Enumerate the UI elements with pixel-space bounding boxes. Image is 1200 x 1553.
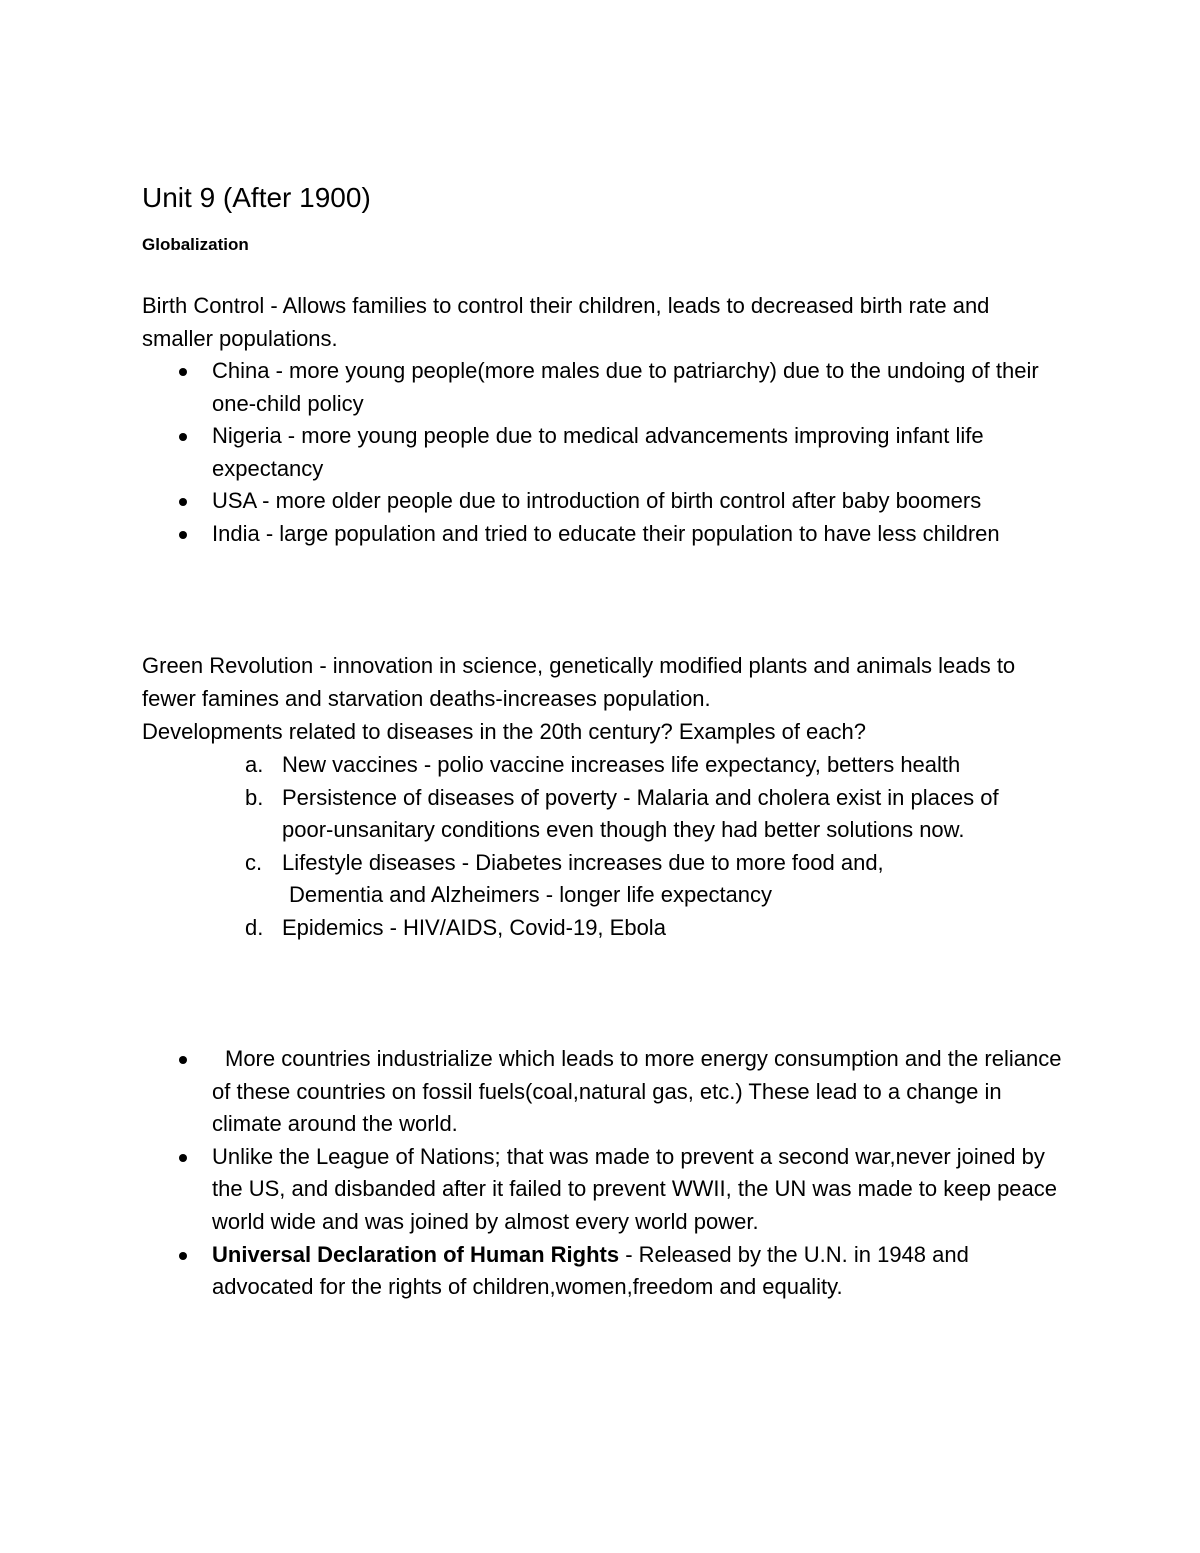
green-revolution-paragraph: Green Revolution - innovation in science, genetically modified plants and animals leads to fewer famines and starvation deaths-increases population. xyxy=(142,653,1016,711)
list-marker: d. xyxy=(245,914,264,940)
list-item-text: USA - more older people due to introduction of birth control after baby boomers xyxy=(212,488,982,514)
list-marker: c. xyxy=(245,849,263,875)
udhr-term: Universal Declaration of Human Rights xyxy=(212,1241,620,1267)
final-bullet-list xyxy=(212,1043,1062,1304)
list-item-text: China - more young people(more males due to patriarchy) due to the undoing of their one-child policy xyxy=(212,358,1039,416)
list-item xyxy=(245,749,1042,782)
birth-control-list xyxy=(212,355,1062,551)
list-item xyxy=(212,1043,1062,1141)
list-item xyxy=(245,782,1042,847)
list-marker: b. xyxy=(245,784,264,810)
list-item-text: Dementia and Alzheimers - longer life expectancy xyxy=(289,882,773,908)
list-item xyxy=(212,355,1062,420)
list-item xyxy=(212,485,1062,518)
section-heading: Globalization xyxy=(142,235,249,254)
diseases-question: Developments related to diseases in the 20th century? Examples of each? xyxy=(142,719,866,744)
bullet-icon xyxy=(179,1252,187,1260)
diseases-list xyxy=(245,749,1042,945)
list-item xyxy=(212,518,1062,551)
bullet-icon xyxy=(179,1056,187,1064)
bullet-icon xyxy=(179,531,187,539)
list-item-text: Lifestyle diseases - Diabetes increases due to more food and, xyxy=(282,849,884,875)
list-item-text: More countries industrialize which leads to more energy consumption and the reliance of these countries on fossil fuels(coal,natural gas, etc.) These lead to a change in climate around the world. xyxy=(212,1046,1062,1137)
list-item-text: Persistence of diseases of poverty - Malaria and cholera exist in places of poor-unsanitary conditions even though they had better solutions now. xyxy=(282,784,999,843)
bullet-icon xyxy=(179,1154,187,1162)
page-title: Unit 9 (After 1900) xyxy=(142,182,371,213)
list-item-text: Nigeria - more young people due to medical advancements improving infant life expectancy xyxy=(212,423,984,481)
list-item xyxy=(245,847,1042,912)
list-item-text: Unlike the League of Nations; that was made to prevent a second war,never joined by the US, and disbanded after it failed to prevent WWII, the UN was made to keep peace world wide and was joined by almost every world power. xyxy=(212,1143,1058,1234)
list-item-text: New vaccines - polio vaccine increases life expectancy, betters health xyxy=(282,752,961,777)
list-item xyxy=(245,912,1042,945)
list-item-text: India - large population and tried to educate their population to have less children xyxy=(212,520,1000,546)
bullet-icon xyxy=(179,498,187,506)
list-item xyxy=(212,420,1062,485)
list-item-text: Epidemics - HIV/AIDS, Covid-19, Ebola xyxy=(282,914,666,940)
bullet-icon xyxy=(179,368,187,376)
list-item xyxy=(212,1141,1062,1239)
list-item-text: - Released by the U.N. in 1948 and advocated for the rights of children,women,freedom and equality. xyxy=(212,1241,969,1300)
bullet-icon xyxy=(179,433,187,441)
birth-control-paragraph: Birth Control - Allows families to control their children, leads to decreased birth rate and smaller populations. xyxy=(142,293,990,351)
list-marker: a. xyxy=(245,752,264,777)
list-item xyxy=(212,1239,1062,1304)
